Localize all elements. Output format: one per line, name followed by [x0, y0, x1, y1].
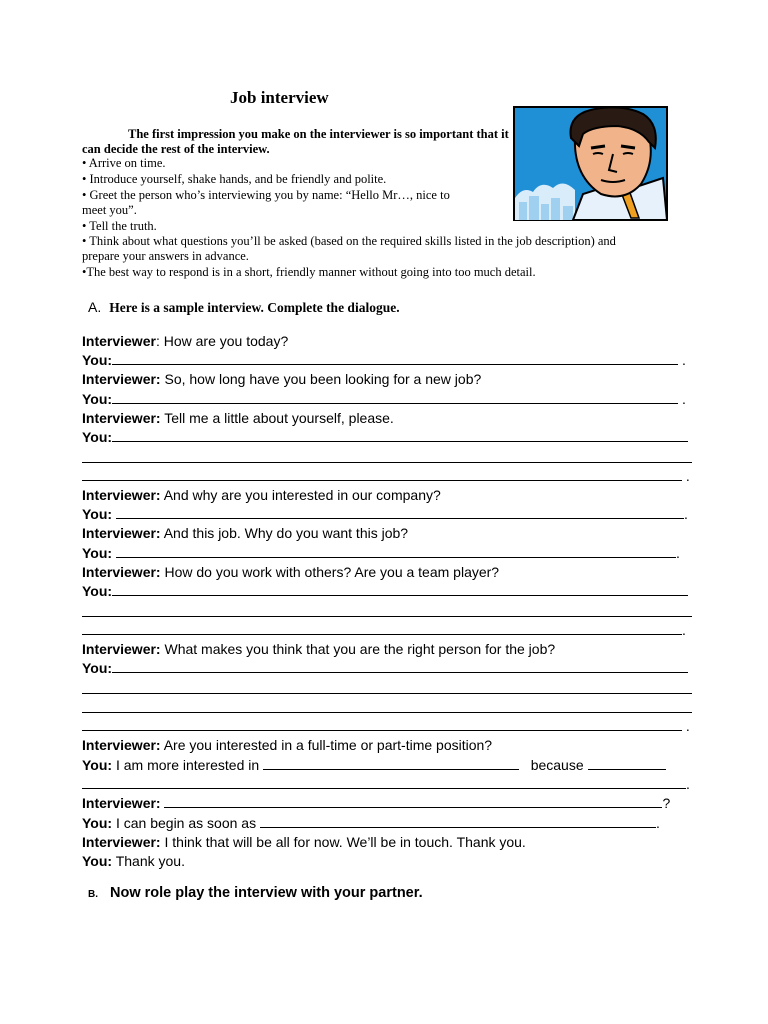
section-b-heading: B. Now role play the interview with your partner. [88, 885, 423, 901]
reason-blank[interactable] [588, 756, 666, 770]
answer-blank[interactable] [116, 544, 676, 558]
answer-line [82, 602, 694, 621]
interviewer-question: Tell me a little about yourself, please. [164, 410, 394, 426]
interviewer-label: Interviewer: [82, 737, 161, 753]
you-label: You: [82, 583, 113, 599]
tip-line: • Greet the person who’s interviewing you by name: “Hello Mr…, nice to [82, 188, 450, 202]
intro-paragraph: The first impression you make on the interviewer is so important that it can decide the rest of the interview. [82, 127, 509, 156]
answer-blank[interactable] [112, 428, 688, 442]
interviewer-label: Interviewer [82, 333, 156, 349]
answer-blank[interactable] [82, 448, 692, 463]
answer-blank[interactable] [82, 467, 682, 481]
interviewer-question: So, how long have you been looking for a new job? [164, 371, 482, 387]
answer-line: . [82, 717, 694, 736]
you-label: You: [82, 660, 113, 676]
interviewer-question: Are you interested in a full-time or part-time position? [163, 737, 493, 753]
reason-blank[interactable] [82, 775, 686, 789]
answer-line: You: . [82, 391, 686, 407]
answer-line [82, 698, 694, 717]
answer-line: . [82, 621, 694, 640]
tip-line: • Introduce yourself, shake hands, and be friendly and polite. [82, 172, 387, 186]
answer-line: You: I can begin as soon as . [82, 815, 660, 831]
you-label: You: [82, 545, 113, 561]
tip-line: • Think about what questions you’ll be asked (based on the required skills listed in the job description) and [82, 234, 616, 248]
tip-line: • Tell the truth. [82, 219, 157, 233]
answer-blank[interactable] [82, 717, 682, 731]
answer-line: You: . [82, 545, 680, 561]
answer-blank[interactable] [112, 351, 678, 365]
businessman-illustration-icon [513, 106, 668, 221]
dialogue-line [82, 563, 694, 582]
dialogue-line [82, 409, 694, 428]
you-label: You: [82, 429, 113, 445]
interviewer-label: Interviewer: [82, 525, 161, 541]
dialogue-line [82, 524, 694, 543]
answer-blank[interactable] [112, 582, 688, 596]
interviewer-label: Interviewer: [82, 564, 161, 580]
interviewer-question: And why are you interested in our company? [163, 487, 441, 503]
you-label: You: [82, 506, 113, 522]
position-blank[interactable] [263, 756, 519, 770]
answer-line: You: I am more interested in because [82, 756, 694, 775]
you-label: You: [82, 815, 113, 831]
interviewer-question: How are you today? [163, 333, 289, 349]
answer-blank[interactable] [82, 621, 682, 635]
interviewer-label: Interviewer: [82, 410, 161, 426]
dialogue-line: Interviewer: How are you today? [82, 333, 289, 349]
interviewer-label: Interviewer: [82, 834, 161, 850]
interviewer-question: What makes you think that you are the right person for the job? [164, 641, 556, 657]
tip-line: prepare your answers in advance. [82, 249, 249, 263]
answer-line [82, 582, 694, 601]
question-blank[interactable] [164, 794, 662, 808]
dialogue-line [82, 833, 694, 852]
answer-line: . [82, 775, 694, 794]
dialogue-line [82, 486, 694, 505]
answer-line: You: . [82, 352, 686, 368]
answer-line: You: Thank you. [82, 853, 185, 869]
answer-blank[interactable] [82, 602, 692, 617]
you-label: You: [82, 391, 113, 407]
answer-line [82, 659, 694, 678]
answer-line: You: . [82, 506, 688, 522]
answer-line [82, 428, 694, 447]
page-title: Job interview [230, 88, 329, 107]
tip-line: meet you”. [82, 203, 137, 217]
section-a-heading: A. Here is a sample interview. Complete the dialogue. [88, 299, 400, 315]
you-label: You: [82, 352, 113, 368]
interviewer-label: Interviewer: [82, 641, 161, 657]
dialogue-line [82, 370, 694, 389]
answer-line: . [82, 467, 694, 486]
answer-blank[interactable] [112, 659, 688, 673]
interviewer-question: How do you work with others? Are you a team player? [164, 564, 500, 580]
interviewer-label: Interviewer: [82, 371, 161, 387]
tip-line: •The best way to respond is in a short, friendly manner without going into too much detail. [82, 265, 536, 279]
answer-blank[interactable] [116, 505, 684, 519]
dialogue-line [82, 640, 694, 659]
answer-blank[interactable] [82, 698, 692, 713]
answer-line [82, 448, 694, 467]
you-label: You: [82, 853, 113, 869]
you-label: You: [82, 757, 113, 773]
interviewer-question: And this job. Why do you want this job? [163, 525, 409, 541]
tip-line: • Arrive on time. [82, 156, 166, 170]
answer-blank[interactable] [82, 679, 692, 694]
start-date-blank[interactable] [260, 814, 656, 828]
dialogue-line [82, 736, 694, 755]
dialogue-line: Interviewer: ? [82, 795, 671, 811]
interviewer-label: Interviewer: [82, 487, 161, 503]
answer-blank[interactable] [112, 390, 678, 404]
answer-line [82, 679, 694, 698]
interviewer-label: Interviewer: [82, 795, 161, 811]
interviewer-question: I think that will be all for now. We’ll be in touch. Thank you. [164, 834, 526, 850]
